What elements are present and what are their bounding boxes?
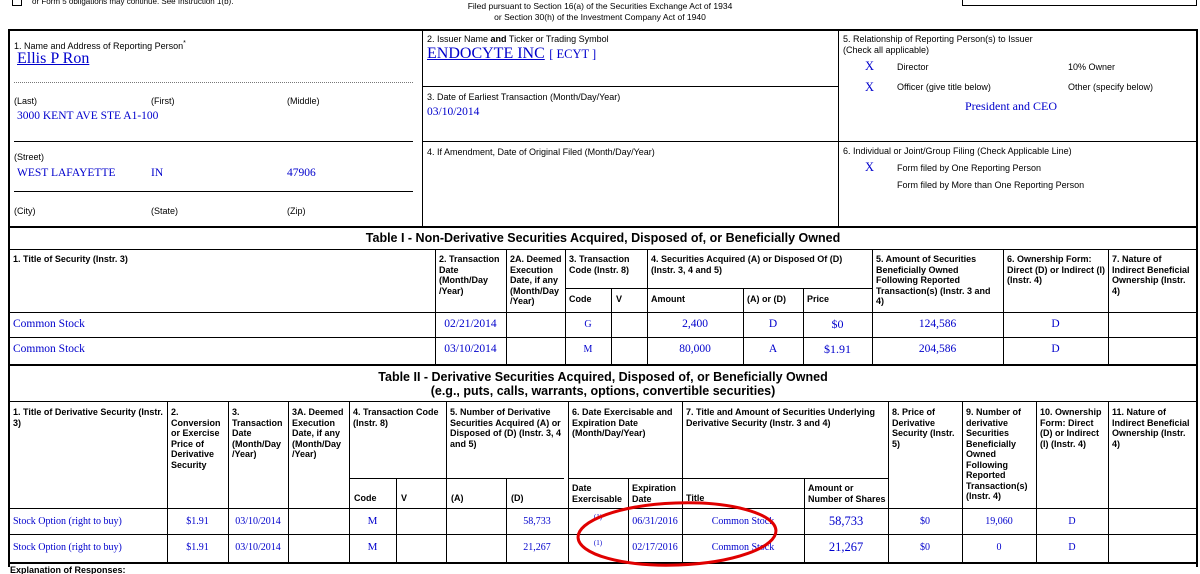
t2-h11: 11. Nature of Indirect Beneficial Ownership (Instr. 4) <box>1112 407 1190 449</box>
t2-h9: 9. Number of derivative Securities Beneficially Owned Following Reported Transaction(s) (Instr. 4) <box>966 407 1028 501</box>
street-label: (Street) <box>14 152 45 162</box>
t2-r1-exer: (1) <box>593 539 603 547</box>
filed-line-1: Filed pursuant to Section 16(a) of the Securities Exchange Act of 1934 <box>467 1 733 11</box>
t1-r0-price: $0 <box>831 317 844 331</box>
t1-r0-code: G <box>584 319 592 330</box>
t1-r0-date: 02/21/2014 <box>444 318 497 330</box>
t1-price: Price <box>807 294 830 304</box>
reporting-person-name[interactable]: Ellis P Ron <box>17 50 90 67</box>
last-label: (Last) <box>14 96 38 106</box>
t1-r1-code: M <box>583 344 593 355</box>
t2-r1-owned: 0 <box>996 542 1002 553</box>
t2-h10: 10. Ownership Form: Direct (D) or Indirect (I) (Instr. 4) <box>1040 407 1102 449</box>
box6-label: 6. Individual or Joint/Group Filing (Check Applicable Line) <box>843 146 1072 156</box>
instruction-text: or Form 5 obligations may continue. See Instruction 1(b). <box>32 0 234 6</box>
t2-r0-date: 03/10/2014 <box>235 516 281 527</box>
t2-r1-code: M <box>367 541 378 553</box>
t2-a: (A) <box>451 493 464 503</box>
t2-r0-shares: 58,733 <box>828 514 864 528</box>
box1-label: 1. Name and Address of Reporting Person* <box>14 40 186 51</box>
owner-label: 10% Owner <box>1068 62 1116 72</box>
state-label: (State) <box>151 206 179 216</box>
t2-r0-exp: 06/31/2016 <box>632 516 678 527</box>
first-label: (First) <box>151 96 175 106</box>
t2-r1-exp: 02/17/2016 <box>632 542 678 553</box>
t1-code: Code <box>569 294 592 304</box>
t2-h4: 4. Transaction Code (Instr. 8) <box>353 407 439 428</box>
t2-r1-form: D <box>1068 542 1076 553</box>
t2-h1: 1. Title of Derivative Security (Instr. 3) <box>13 407 163 428</box>
box5-sublabel: (Check all applicable) <box>843 45 930 55</box>
t2-r0-sec: Common Stock <box>711 516 775 527</box>
t2-exer: Date Exercisable <box>572 483 623 504</box>
t1-h3: 3. Transaction Code (Instr. 8) <box>569 254 630 275</box>
t2-r0-exer: (1) <box>593 513 603 521</box>
t2-r1-price: $1.91 <box>186 542 209 553</box>
t2-d: (D) <box>511 493 524 503</box>
t2-h3a: 3A. Deemed Execution Date, if any (Month/Day /Year) <box>292 407 344 459</box>
t1-aord: (A) or (D) <box>747 294 786 304</box>
red-annotation-ellipse <box>574 498 780 570</box>
t1-h2: 2. Transaction Date (Month/Day /Year) <box>439 254 500 296</box>
t2-r0-dprice: $0 <box>920 516 930 527</box>
t1-r0-ad: D <box>768 318 778 330</box>
t1-h6: 6. Ownership Form: Direct (D) or Indirect (I) (Instr. 4) <box>1007 254 1106 285</box>
address-value: 3000 KENT AVE STE A1-100 <box>17 110 159 122</box>
omb-box <box>962 0 1197 6</box>
table2-subtitle: (e.g., puts, calls, warrants, options, convertible securities) <box>430 384 776 398</box>
t2-h2: 2. Conversion or Exercise Price of Derivative Security <box>171 407 221 470</box>
t2-v: V <box>401 493 408 503</box>
box3-label: 3. Date of Earliest Transaction (Month/Day/Year) <box>427 92 621 102</box>
state-value: IN <box>151 167 164 179</box>
t2-r0-form: D <box>1068 516 1076 527</box>
zip-label: (Zip) <box>287 206 306 216</box>
t1-r1-owned: 204,586 <box>918 343 957 355</box>
director-mark[interactable]: X <box>865 59 875 73</box>
box2-label: 2. Issuer Name and Ticker or Trading Symbol <box>427 34 609 44</box>
ticker-symbol: [ ECYT ] <box>549 47 597 61</box>
t2-ttl: Title <box>686 493 705 503</box>
t2-h7: 7. Title and Amount of Securities Underlying Derivative Security (Instr. 3 and 4) <box>686 407 876 428</box>
t2-r1-sec: Common Stock <box>711 542 775 553</box>
issuer-block <box>427 45 596 63</box>
t1-r1-amount: 80,000 <box>679 343 711 355</box>
zip-value: 47906 <box>287 167 316 179</box>
t1-h2a: 2A. Deemed Execution Date, if any (Month/Day /Year) <box>510 254 562 306</box>
table1-title: Table I - Non-Derivative Securities Acquired, Disposed of, or Beneficially Owned <box>365 231 841 245</box>
t2-r1-title[interactable]: Stock Option (right to buy) <box>13 542 122 553</box>
t1-r0-form: D <box>1051 318 1060 330</box>
t1-r0-amount: 2,400 <box>682 318 708 330</box>
t1-h1: 1. Title of Security (Instr. 3) <box>13 254 128 264</box>
issuer-name[interactable]: ENDOCYTE INC <box>427 45 545 62</box>
officer-title: President and CEO <box>965 99 1057 113</box>
t2-r1-shares: 21,267 <box>828 540 864 554</box>
box5-label: 5. Relationship of Reporting Person(s) to Issuer <box>843 34 1033 44</box>
t2-h8: 8. Price of Derivative Security (Instr. 5) <box>892 407 955 449</box>
city-value: WEST LAFAYETTE <box>17 167 116 179</box>
t2-amt: Amount or Number of Shares <box>808 483 886 504</box>
t2-r0-d: 58,733 <box>523 516 551 527</box>
t2-r0-price: $1.91 <box>186 516 209 527</box>
t2-h3: 3. Transaction Date (Month/Day /Year) <box>232 407 283 459</box>
table2-title: Table II - Derivative Securities Acquired, Disposed of, or Beneficially Owned <box>378 370 828 384</box>
t2-h6: 6. Date Exercisable and Expiration Date (Month/Day/Year) <box>572 407 673 438</box>
t1-h4: 4. Securities Acquired (A) or Disposed Of (D) (Instr. 3, 4 and 5) <box>651 254 843 275</box>
middle-label: (Middle) <box>287 96 320 106</box>
t2-code: Code <box>354 493 377 503</box>
t1-amount: Amount <box>651 294 685 304</box>
city-label: (City) <box>14 206 36 216</box>
t1-r1-date: 03/10/2014 <box>444 343 497 355</box>
explanation-heading: Explanation of Responses: <box>10 565 126 574</box>
t1-r1-price: $1.91 <box>824 342 851 356</box>
t1-r0-owned: 124,586 <box>918 318 957 330</box>
t1-h5: 5. Amount of Securities Beneficially Owned Following Reported Transaction(s) (Instr. 3 and 4) <box>876 254 991 306</box>
t2-r1-d: 21,267 <box>523 542 551 553</box>
t1-r1-title[interactable]: Common Stock <box>13 343 85 355</box>
t2-r0-title[interactable]: Stock Option (right to buy) <box>13 516 122 527</box>
officer-mark[interactable]: X <box>865 80 875 94</box>
filed-line-2: or Section 30(h) of the Investment Company Act of 1940 <box>494 12 706 22</box>
more-persons-label: Form filed by More than One Reporting Person <box>897 180 1085 190</box>
officer-label: Officer (give title below) <box>897 82 991 92</box>
t2-r0-code: M <box>367 515 378 527</box>
t1-r1-ad: A <box>768 343 778 355</box>
checkbox[interactable] <box>12 0 22 6</box>
t1-r0-title[interactable]: Common Stock <box>13 318 85 330</box>
earliest-date: 03/10/2014 <box>427 106 480 118</box>
one-person-label: Form filed by One Reporting Person <box>897 163 1042 173</box>
one-person-mark[interactable]: X <box>865 160 875 174</box>
t1-h7: 7. Nature of Indirect Beneficial Ownership (Instr. 4) <box>1112 254 1190 296</box>
box4-label: 4. If Amendment, Date of Original Filed (Month/Day/Year) <box>427 147 655 157</box>
director-label: Director <box>897 62 929 72</box>
t2-r1-dprice: $0 <box>920 542 930 553</box>
t1-v: V <box>616 294 623 304</box>
other-label: Other (specify below) <box>1068 82 1154 92</box>
t2-r1-date: 03/10/2014 <box>235 542 281 553</box>
t2-exp: Expiration Date <box>632 483 677 504</box>
t2-h5: 5. Number of Derivative Securities Acquired (A) or Disposed of (D) (Instr. 3, 4 and 5) <box>450 407 562 449</box>
t2-r0-owned: 19,060 <box>985 516 1013 527</box>
t1-r1-form: D <box>1051 343 1060 355</box>
